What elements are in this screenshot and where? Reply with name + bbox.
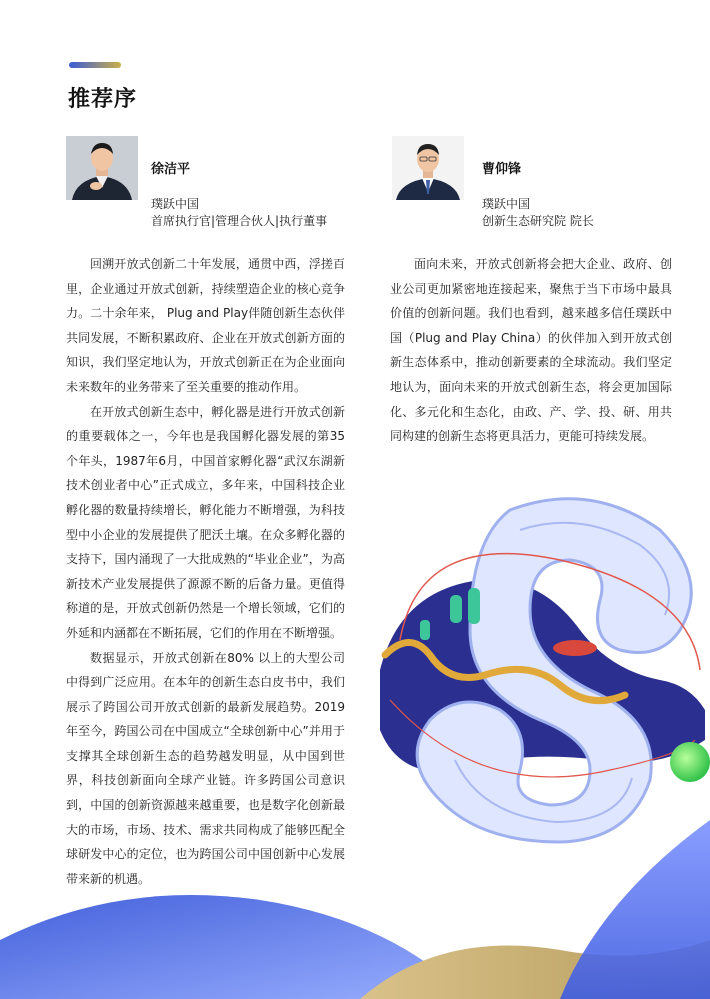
- portrait-photo-1: [66, 136, 138, 200]
- person-2-role: 创新生态研究院 院长: [482, 214, 594, 228]
- innovation-illustration: [360, 470, 710, 850]
- page-title: 推荐序: [68, 87, 138, 112]
- portrait-photo-2: [392, 136, 464, 200]
- left-paragraph-1: 回溯开放式创新二十年发展，通贯中西，浮搓百里，企业通过开放式创新，持续塑造企业的核心竞争力。二十余年来， Plug and Play伴随创新生态伙伴共同发展，不断积累政府、企业在开放式创新方面的知识，我们坚定地认为，开放式创新正在为企业面向未来数年的业务带来了至关重要的推动作用。: [66, 257, 345, 394]
- person-1-role: 首席执行官|管理合伙人|执行董事: [151, 214, 328, 228]
- right-paragraph-1: 面向未来，开放式创新将会把大企业、政府、创业公司更加紧密地连接起来，聚焦于当下市场中最具价值的创新问题。我们也看到，越来越多信任璞跃中国（Plug and Play China）的伙伴加入到开放式创新生态体系中，推动创新要素的全球流动。我们坚定地认为，面向未来的开放式创新生态，将会更加国际化、多元化和生态化，由政、产、学、投、研、用共同构建的创新生态将更具活力，更能可持续发展。: [390, 257, 672, 444]
- right-text-column: [390, 252, 672, 449]
- title-accent-bar: [69, 62, 121, 68]
- left-text-column: [66, 252, 345, 891]
- person-2-name: 曹仰锋: [482, 162, 522, 177]
- left-paragraph-3: 数据显示，开放式创新在80% 以上的大型公司中得到广泛应用。在本年的创新生态白皮书中，我们展示了跨国公司开放式创新的最新发展趋势。2019年至今，跨国公司在中国成立“全球创新中心”并用于支撑其全球创新生态的趋势越发明显，从中国到世界，科技创新面向全球产业链。许多跨国公司意识到，中国的创新资源越来越重要，也是数字化创新最大的市场，市场、技术、需求共同构成了能够匹配全球研发中心的定位，也为跨国公司中国创新中心发展带来新的机遇。: [66, 650, 345, 886]
- person-2-org: 璞跃中国: [482, 197, 531, 211]
- person-1-name: 徐洁平: [151, 162, 191, 177]
- person-1-org: 璞跃中国: [151, 197, 200, 211]
- left-paragraph-2: 在开放式创新生态中，孵化器是进行开放式创新的重要载体之一，今年也是我国孵化器发展的第35个年头，1987年6月，中国首家孵化器“武汉东湖新技术创业者中心”正式成立，多年来，中国科技企业孵化器的数量持续增长，孵化能力不断增强，为科技型中小企业的发展提供了肥沃土壤。在众多孵化器的支持下，国内涌现了一大批成熟的“毕业企业”，为高新技术产业发展提供了源源不断的后备力量。更值得称道的是，开放式创新仍然是一个增长领域，它们的外延和内涵都在不断拓展，它们的作用在不断增强。: [66, 404, 345, 640]
